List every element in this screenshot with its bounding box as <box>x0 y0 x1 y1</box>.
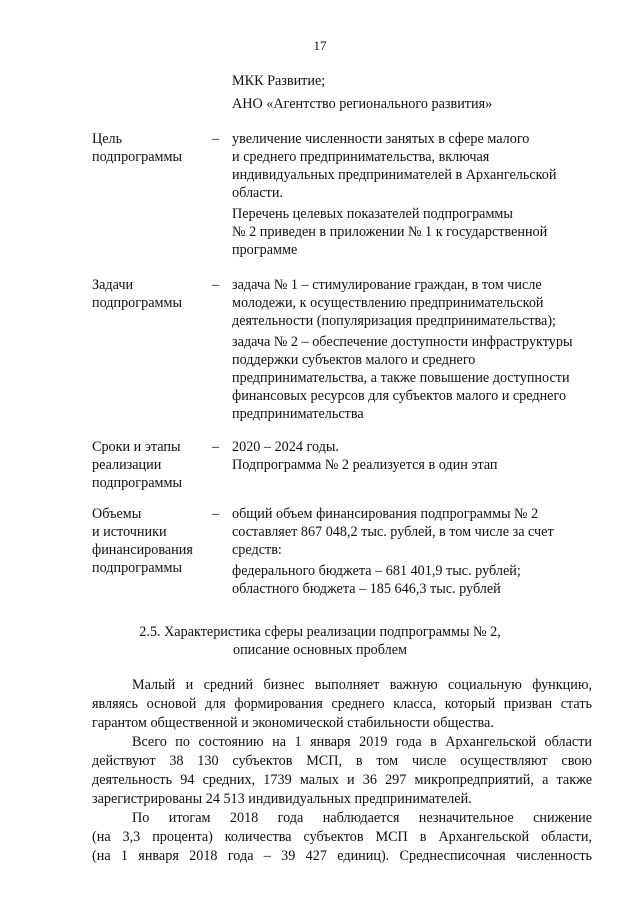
row-label-line: Цель <box>92 131 123 147</box>
row-dash: – <box>212 277 220 293</box>
paragraph-line: (на 1 января 2018 года – 39 427 единиц). Среднесписочная численность <box>92 848 592 864</box>
row-value-line: № 2 приведен в приложении № 1 к государственной <box>232 224 548 240</box>
row-label-line: подпрограммы <box>92 295 182 311</box>
row-value-line: 2020 – 2024 годы. <box>232 439 339 455</box>
row-label-line: Задачи <box>92 277 134 293</box>
row-value-line: предпринимательства <box>232 406 364 422</box>
row-label-line: и источники <box>92 524 167 540</box>
row-label-line: финансирования <box>92 542 193 558</box>
row-dash: – <box>212 131 220 147</box>
row-value-line: составляет 867 048,2 тыс. рублей, в том числе за счет <box>232 524 554 540</box>
row-value-line: поддержки субъектов малого и среднего <box>232 352 476 368</box>
row-value-line: деятельности (популяризация предпринимательства); <box>232 313 556 329</box>
row-value-line: предпринимательства, а также повышение доступности <box>232 370 570 386</box>
page-number: 17 <box>313 38 327 53</box>
row-value-line: Перечень целевых показателей подпрограммы <box>232 206 513 222</box>
paragraph-2 <box>92 733 592 809</box>
row-dash: – <box>212 506 220 522</box>
paragraph-line: По итогам 2018 года наблюдается незначительное снижение <box>132 810 592 826</box>
row-value-line: программе <box>232 242 298 258</box>
row-dash: – <box>212 439 220 455</box>
paragraph-1 <box>92 676 592 733</box>
paragraph-3 <box>92 809 592 866</box>
row-value-line: областного бюджета – 185 646,3 тыс. рублей <box>232 581 501 597</box>
paragraph-line: Всего по состоянию на 1 января 2019 года в Архангельской области <box>132 734 592 750</box>
top-line-2: АНО «Агентство регионального развития» <box>232 96 493 112</box>
section-heading-line-2: описание основных проблем <box>233 642 407 658</box>
row-value-line: увеличение численности занятых в сфере малого <box>232 131 530 147</box>
paragraph-line: действуют 38 130 субъектов МСП, в том числе осуществляют свою <box>92 753 592 769</box>
row-value-line: финансовых ресурсов для субъектов малого и среднего <box>232 388 567 404</box>
row-label-line: реализации <box>92 457 162 473</box>
row-value-line: задача № 1 – стимулирование граждан, в том числе <box>232 277 542 293</box>
row-label-line: Сроки и этапы <box>92 439 181 455</box>
top-line-1: МКК Развитие; <box>232 73 326 89</box>
paragraph-line: зарегистрированы 24 513 индивидуальных предпринимателей. <box>92 791 472 807</box>
row-label-line: подпрограммы <box>92 475 182 491</box>
row-value-line: индивидуальных предпринимателей в Архангельской <box>232 167 557 183</box>
paragraph-line: деятельность 94 средних, 1739 малых и 36 297 микропредприятий, а также <box>92 772 592 788</box>
row-label-line: подпрограммы <box>92 560 182 576</box>
paragraph-line: Малый и средний бизнес выполняет важную социальную функцию, <box>132 677 592 693</box>
paragraph-line: являясь основой для формирования среднего класса, который призван стать <box>92 696 592 712</box>
row-value-line: и среднего предпринимательства, включая <box>232 149 490 165</box>
row-value-line: средств: <box>232 542 282 558</box>
row-value-line: молодежи, к осуществлению предпринимательской <box>232 295 544 311</box>
row-value-line: федерального бюджета – 681 401,9 тыс. рублей; <box>232 563 521 579</box>
paragraph-line: (на 3,3 процента) количества субъектов МСП в Архангельской области, <box>92 829 592 845</box>
row-value-line: общий объем финансирования подпрограммы № 2 <box>232 506 539 522</box>
section-heading-line-1: 2.5. Характеристика сферы реализации подпрограммы № 2, <box>139 624 501 640</box>
row-value-line: области. <box>232 185 283 201</box>
row-label-line: Объемы <box>92 506 142 522</box>
row-value-line: задача № 2 – обеспечение доступности инфраструктуры <box>232 334 573 350</box>
paragraph-line: гарантом общественной и экономической стабильности общества. <box>92 715 494 731</box>
row-value-line: Подпрограмма № 2 реализуется в один этап <box>232 457 498 473</box>
row-label-line: подпрограммы <box>92 149 182 165</box>
